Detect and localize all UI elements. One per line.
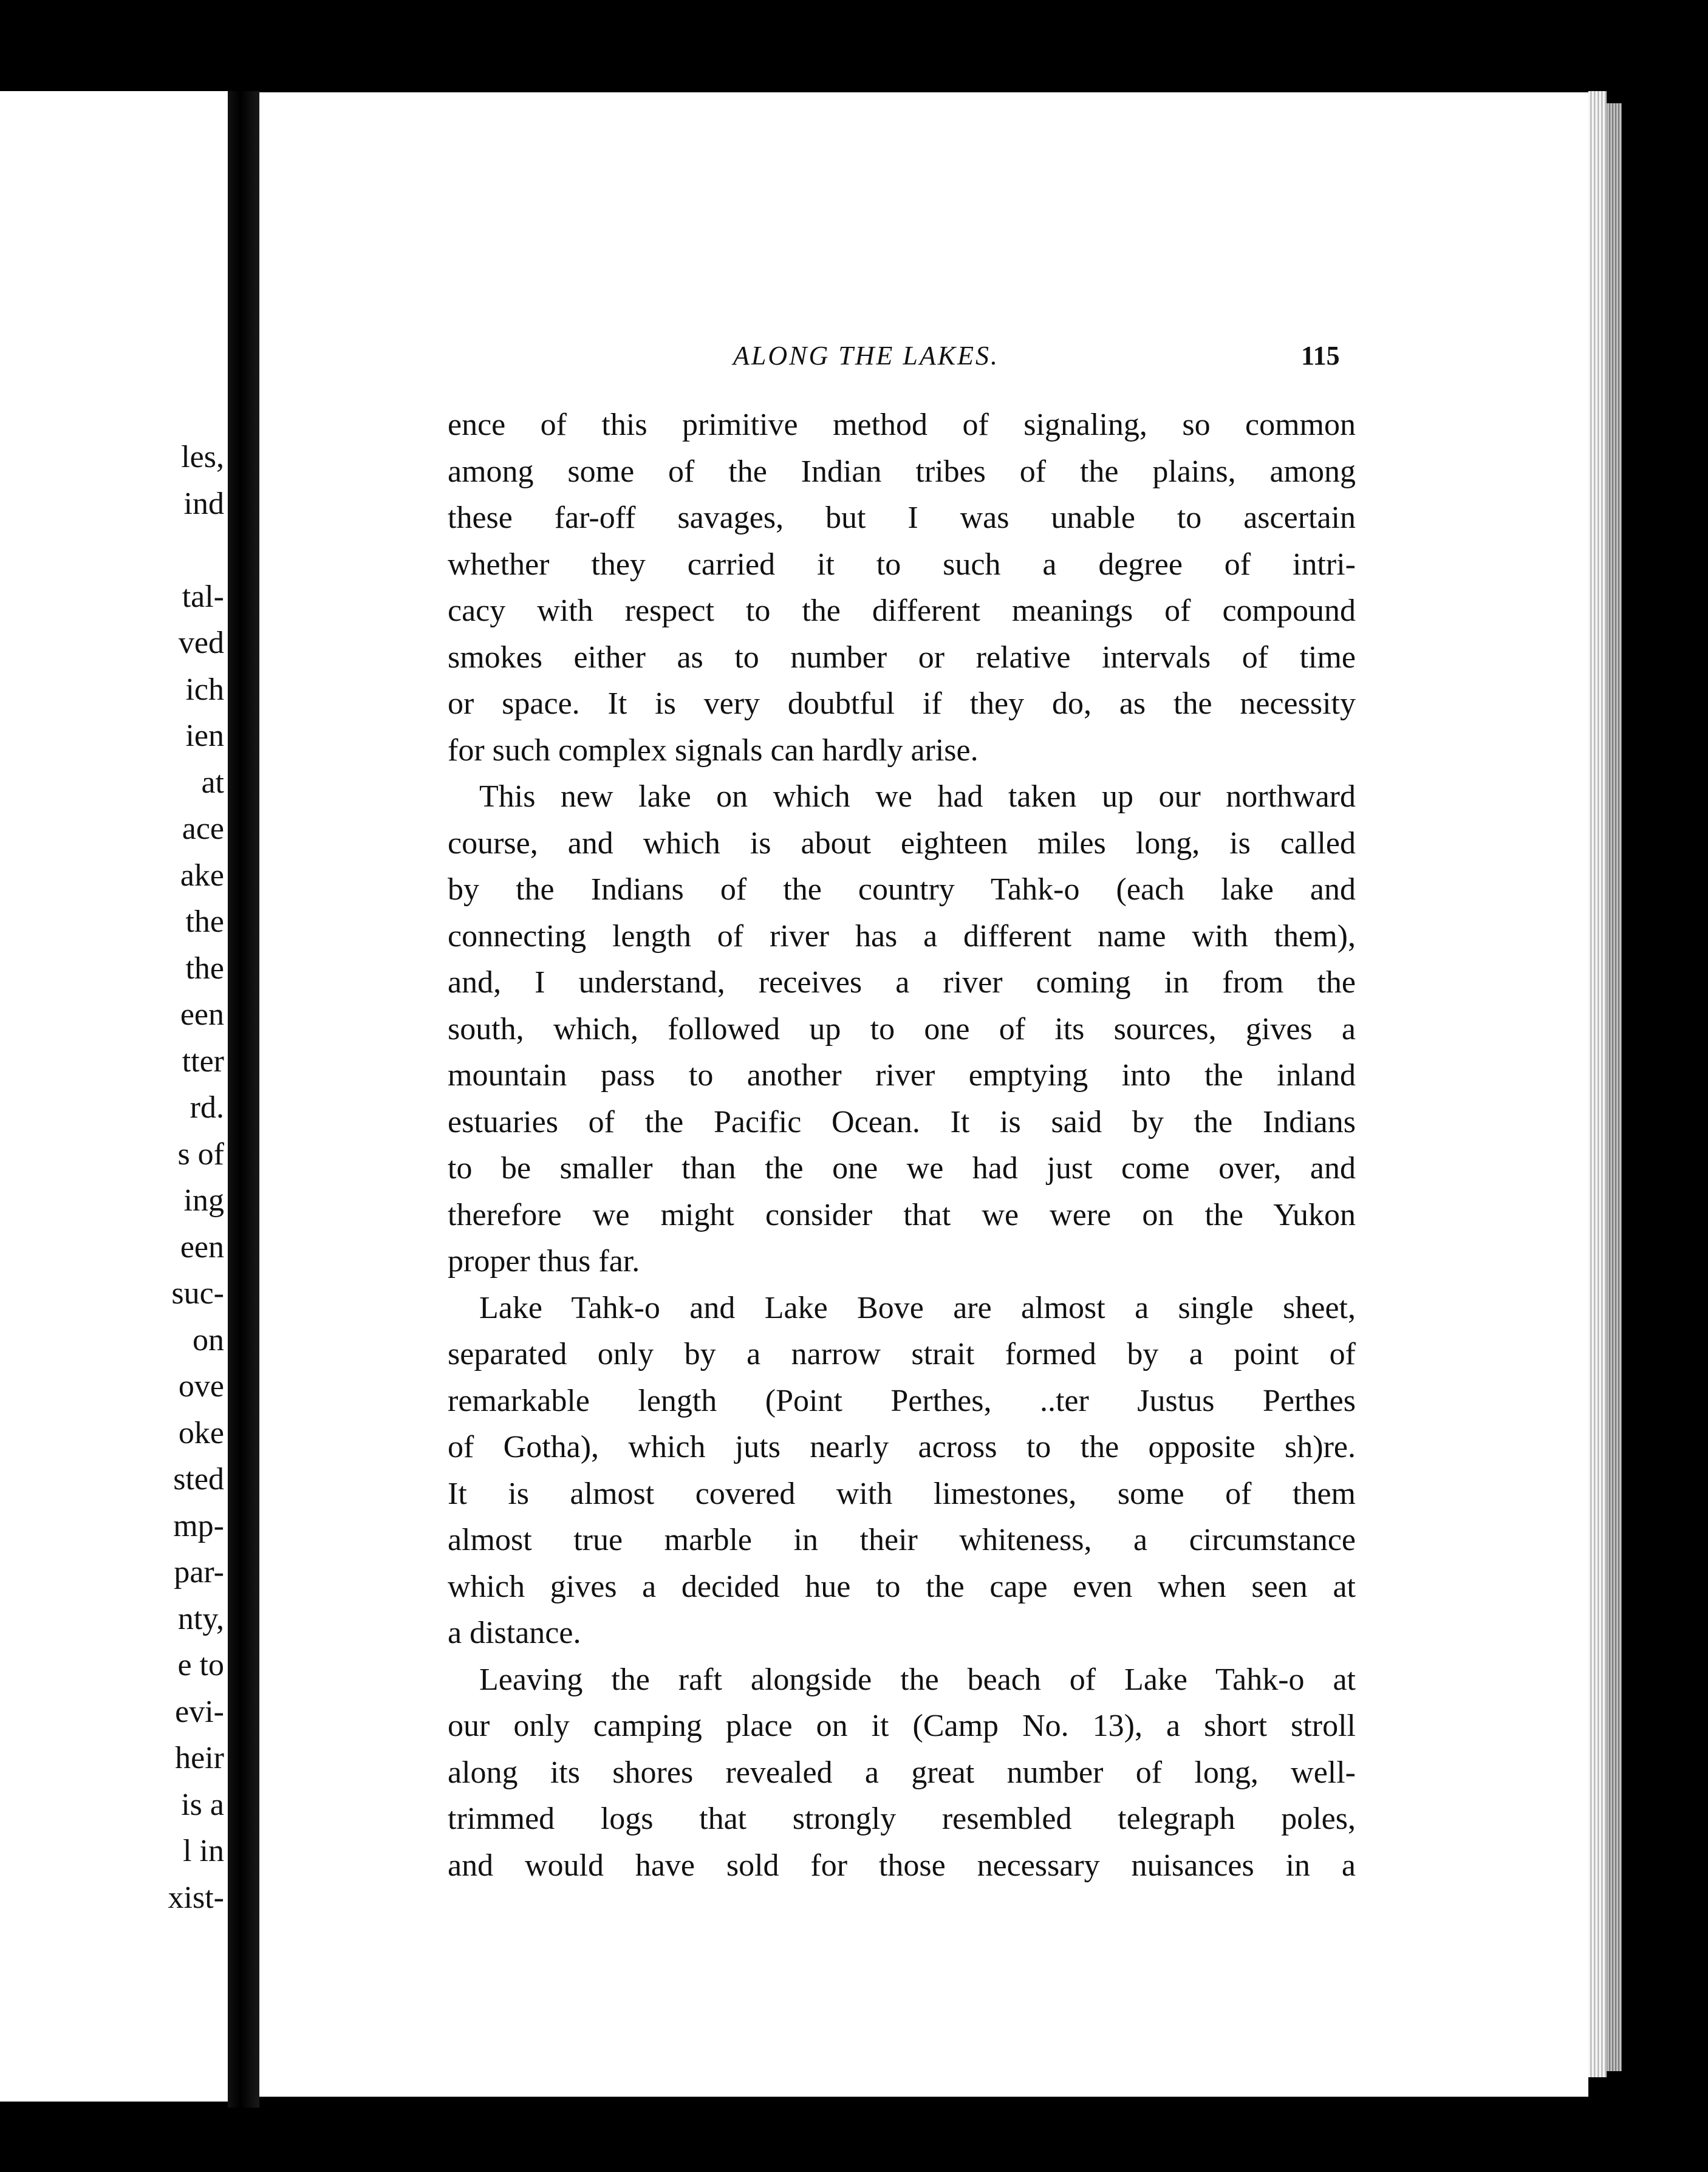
left-page-fragment: les, <box>181 440 224 474</box>
left-page-fragment: tal- <box>182 579 224 614</box>
running-head <box>259 340 1588 377</box>
left-page-fragment: een <box>180 997 224 1032</box>
text-line: Leaving the raft alongside the beach of Lake Tahk-o at <box>479 1662 1356 1697</box>
text-line: along its shores revealed a great number of long, well- <box>448 1755 1356 1790</box>
text-line: which gives a decided hue to the cape even when seen at <box>448 1569 1356 1604</box>
left-page-fragment: xist- <box>168 1880 224 1915</box>
page-edges <box>1588 91 1607 2077</box>
left-page-fragment: ich <box>185 672 224 707</box>
text-line: a distance. <box>448 1616 581 1650</box>
text-line: estuaries of the Pacific Ocean. It is said by the Indians <box>448 1104 1356 1139</box>
text-line: by the Indians of the country Tahk-o (each lake and <box>448 872 1356 907</box>
text-line: our only camping place on it (Camp No. 13), a short stroll <box>448 1709 1356 1743</box>
left-page-fragment: the <box>185 904 224 939</box>
text-line: therefore we might consider that we were on the Yukon <box>448 1197 1356 1232</box>
paragraph <box>448 402 1356 774</box>
text-line: proper thus far. <box>448 1244 640 1279</box>
text-line: connecting length of river has a different name with them), <box>448 918 1356 954</box>
left-page-fragment: evi- <box>175 1694 224 1729</box>
paragraph <box>448 774 1356 1285</box>
left-page-fragment: ace <box>182 811 224 846</box>
left-page-fragment: oke <box>178 1415 224 1450</box>
text-line: mountain pass to another river emptying into the inland <box>448 1058 1356 1093</box>
text-line: This new lake on which we had taken up our northward <box>479 779 1356 814</box>
left-page-fragment: ien <box>185 719 224 753</box>
left-page-fragment: nty, <box>177 1601 224 1636</box>
left-page-fragment: ved <box>178 626 224 660</box>
left-page-fragment: at <box>201 765 224 800</box>
text-line: for such complex signals can hardly arise. <box>448 733 979 768</box>
running-title: ALONG THE LAKES. <box>733 341 999 371</box>
text-line: smokes either as to number or relative intervals of time <box>448 640 1356 675</box>
text-line: and, I understand, receives a river coming in from the <box>448 965 1356 1000</box>
left-page-fragment: mp- <box>173 1508 224 1543</box>
text-line: cacy with respect to the different meanings of compound <box>448 593 1356 628</box>
text-line: almost true marble in their whiteness, a circumstance <box>448 1523 1356 1557</box>
left-page-fragment: rd. <box>190 1090 224 1125</box>
left-page-fragment: l in <box>183 1834 224 1868</box>
text-line: these far-off savages, but I was unable to ascertain <box>448 500 1356 535</box>
right-page <box>259 92 1588 2097</box>
text-line: among some of the Indian tribes of the plains, among <box>448 454 1356 489</box>
left-page-fragment: ake <box>180 858 224 893</box>
left-page-fragment <box>66 527 224 574</box>
book-gutter <box>228 91 259 2108</box>
left-page-fragment: e to <box>177 1648 224 1682</box>
text-line: trimmed logs that strongly resembled telegraph poles, <box>448 1801 1356 1836</box>
left-page-fragment: is a <box>181 1787 224 1822</box>
left-page-fragment: ind <box>183 486 224 521</box>
text-line: to be smaller than the one we had just come over, and <box>448 1151 1356 1186</box>
page-number: 115 <box>1301 341 1340 371</box>
left-page-fragment: ing <box>183 1183 224 1218</box>
left-page-fragment: suc- <box>171 1276 224 1311</box>
paragraph <box>448 1657 1356 1890</box>
paragraph <box>448 1285 1356 1657</box>
body-text <box>448 402 1356 1889</box>
left-page-fragment: on <box>193 1322 224 1358</box>
left-page-fragment: ove <box>178 1369 224 1404</box>
left-page-fragment: een <box>180 1229 224 1265</box>
text-line: or space. It is very doubtful if they do, as the necessity <box>448 686 1356 721</box>
left-page-fragment: tter <box>182 1043 224 1079</box>
text-line: Lake Tahk-o and Lake Bove are almost a single sheet, <box>479 1290 1356 1325</box>
text-line: and would have sold for those necessary nuisances in a <box>448 1848 1356 1883</box>
text-line: course, and which is about eighteen miles long, is called <box>448 825 1356 861</box>
page-edges-dark <box>1607 103 1622 2071</box>
left-page-fragment: sted <box>173 1462 224 1497</box>
text-line: south, which, followed up to one of its sources, gives a <box>448 1011 1356 1047</box>
text-line: of Gotha), which juts nearly across to the opposite sh)re. <box>448 1430 1356 1464</box>
left-page-fragment: heir <box>175 1741 224 1775</box>
left-page <box>0 91 228 2102</box>
text-line: ence of this primitive method of signaling, so common <box>448 408 1356 442</box>
text-line: separated only by a narrow strait formed by a point of <box>448 1337 1356 1371</box>
text-line: whether they carried it to such a degree of intri- <box>448 547 1356 582</box>
left-page-fragment: s of <box>177 1136 224 1172</box>
left-page-text <box>66 434 224 1921</box>
text-line: It is almost covered with limestones, some of them <box>448 1476 1356 1511</box>
left-page-fragment: par- <box>174 1555 224 1590</box>
text-line: remarkable length (Point Perthes, ..ter Justus Perthes <box>448 1383 1356 1418</box>
left-page-fragment: the <box>185 951 224 986</box>
